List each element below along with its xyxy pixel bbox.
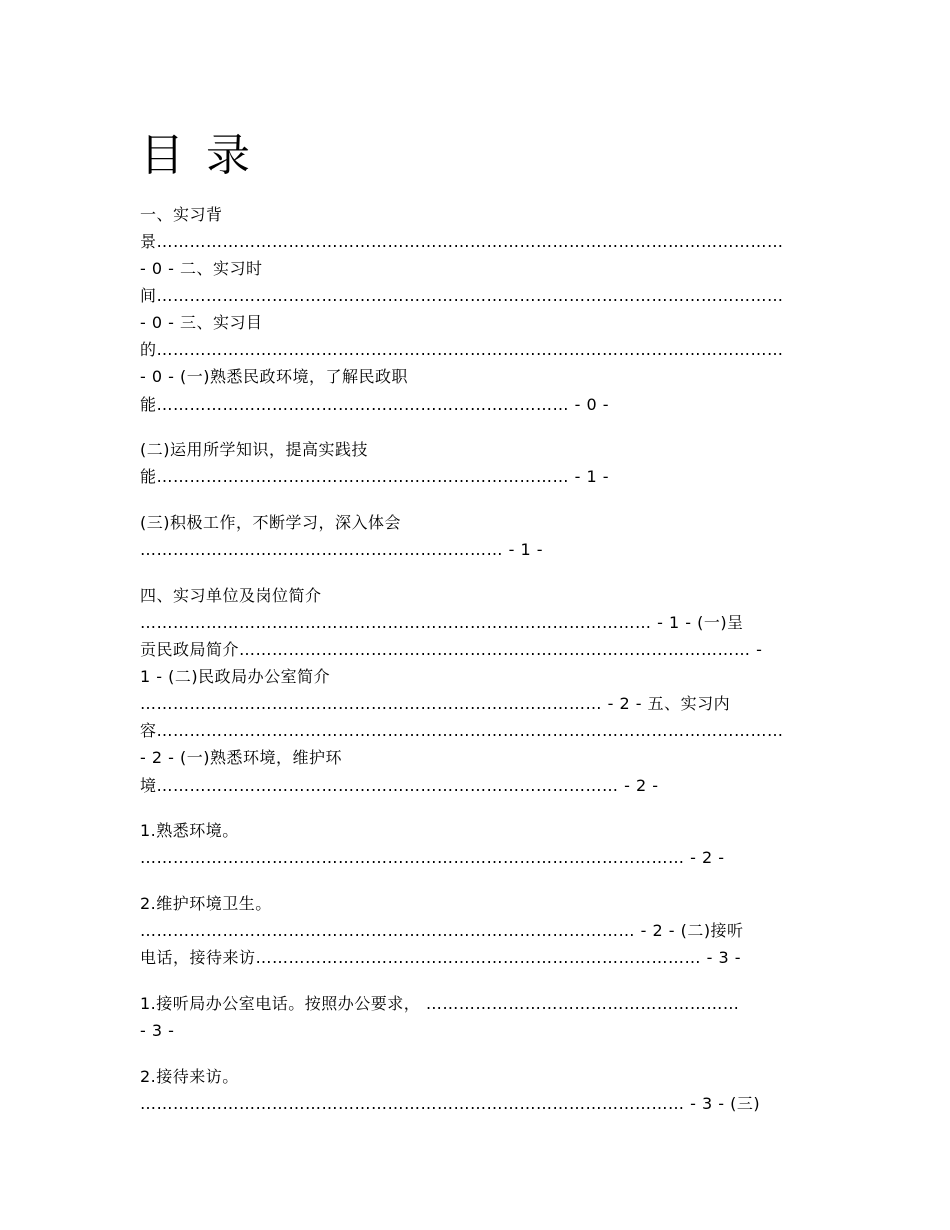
toc-line: 一、实习背 bbox=[140, 205, 223, 224]
toc-line: ………………………………………………………………………………… - 1 - (一)呈 bbox=[140, 613, 744, 632]
toc-line: - 0 - (一)熟悉民政环境，了解民政职 bbox=[140, 367, 408, 386]
toc-line: 1.接听局办公室电话。按照办公要求， ………………………………………………… bbox=[140, 994, 740, 1013]
toc-title: 目 录 bbox=[140, 130, 254, 181]
toc-line: (二)运用所学知识，提高实践技 bbox=[140, 440, 368, 459]
toc-line: (三)积极工作，不断学习，深入体会 bbox=[140, 513, 401, 532]
toc-line: 1 - (二)民政局办公室简介 bbox=[140, 667, 331, 686]
toc-line: ……………………………………………………………………………… - 2 - (二)接听 bbox=[140, 921, 744, 940]
toc-line: 容…………………………………………………………………………………………………… bbox=[140, 721, 784, 740]
toc-line: 能………………………………………………………………… - 0 - bbox=[140, 395, 609, 414]
toc-line: 1.熟悉环境。 bbox=[140, 821, 239, 840]
toc-line: ……………………………………………………………………………………… - 3 - (三) bbox=[140, 1094, 761, 1113]
toc-line: - 0 - 二、实习时 bbox=[140, 259, 263, 278]
toc-line: 境………………………………………………………………………… - 2 - bbox=[140, 776, 659, 795]
toc-line: 2.维护环境卫生。 bbox=[140, 894, 272, 913]
toc-line: ……………………………………………………………………………………… - 2 - bbox=[140, 848, 725, 867]
toc-line: 2.接待来访。 bbox=[140, 1067, 239, 1086]
toc-line: 能………………………………………………………………… - 1 - bbox=[140, 467, 609, 486]
toc-line: - 3 - bbox=[140, 1021, 175, 1040]
toc-line: - 2 - (一)熟悉环境，维护环 bbox=[140, 748, 342, 767]
toc-line: 间…………………………………………………………………………………………………… bbox=[140, 286, 784, 305]
toc-line: 的…………………………………………………………………………………………………… bbox=[140, 340, 784, 359]
toc-line: ………………………………………………………………………… - 2 - 五、实习内 bbox=[140, 694, 731, 713]
toc-line: 四、实习单位及岗位简介 bbox=[140, 586, 322, 605]
toc-line: 电话，接待来访……………………………………………………………………… - 3 - bbox=[140, 948, 741, 967]
toc-line: - 0 - 三、实习目 bbox=[140, 313, 263, 332]
toc-line: ………………………………………………………… - 1 - bbox=[140, 540, 543, 559]
toc-line: 贡民政局简介………………………………………………………………………………… - bbox=[140, 640, 763, 659]
toc-line: 景…………………………………………………………………………………………………… bbox=[140, 232, 784, 251]
